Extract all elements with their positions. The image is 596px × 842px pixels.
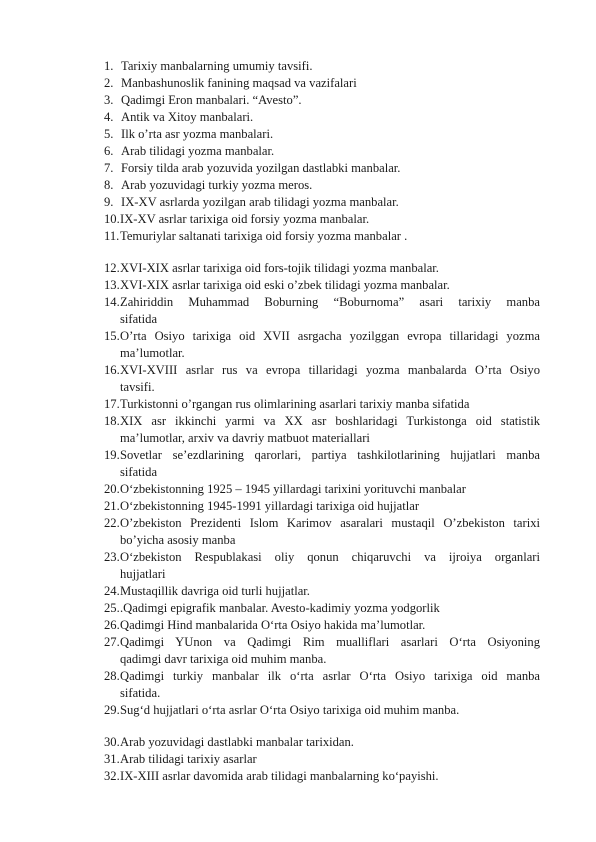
list-item-line: XIX asr ikkinchi yarmi va XX asr boshlaridagi Turkistonga oid statistik (120, 414, 540, 428)
list-item (104, 481, 540, 498)
list-item-number: 30. (104, 735, 120, 749)
list-item-text: Manbashunoslik fanining maqsad va vazifalari (121, 76, 357, 90)
list-item-number: 32. (104, 769, 120, 783)
list-item-number: 5. (104, 127, 114, 141)
list-item-line: bo’yicha asosiy manba (120, 533, 236, 547)
list-item (104, 498, 540, 515)
list-item-number: 18. (104, 414, 120, 428)
list-item-text (120, 668, 540, 702)
list-item-number: 2. (104, 76, 114, 90)
list-item (104, 328, 540, 362)
list-item-text: Tarixiy manbalarning umumiy tavsifi. (121, 59, 313, 73)
list-item-text: Qadimgi Eron manbalari. “Avesto”. (121, 93, 302, 107)
list-item (104, 702, 540, 719)
list-item-number: 10. (104, 212, 120, 226)
list-item (104, 583, 540, 600)
list-item (104, 109, 540, 126)
list-item (104, 143, 540, 160)
list-item-number: 1. (104, 59, 114, 73)
list-item-number: 14. (104, 295, 120, 309)
list-item-number: 12. (104, 261, 120, 275)
list-item-number: 23. (104, 550, 120, 564)
list-item-line: tavsifi. (120, 380, 155, 394)
list-item-text: Antik va Xitoy manbalari. (121, 110, 254, 124)
list-item (104, 447, 540, 481)
list-item-line: O‘zbekiston Respublakasi oliy qonun chiqaruvchi va ijroiya organlari (120, 550, 540, 564)
list-item-text (120, 413, 540, 447)
list-item-number: 9. (104, 195, 114, 209)
list-item-text: Turkistonni o’rgangan rus olimlarining asarlari tarixiy manba sifatida (120, 397, 470, 411)
list-item-line: XVI-XVIII asrlar rus va evropa tillaridagi yozma manbalarda O’rta Osiyo (120, 363, 540, 377)
list-item-number: 22. (104, 516, 120, 530)
list-item (104, 211, 540, 228)
list-item (104, 58, 540, 75)
list-item-number: 6. (104, 144, 114, 158)
list-item-line: Qadimgi turkiy manbalar ilk o‘rta asrlar O‘rta Osiyo tarixiga oid manba (120, 669, 540, 683)
list-item-line: Zahiriddin Muhammad Boburning “Boburnoma” asari tarixiy manba (120, 295, 540, 309)
list-item-text (120, 515, 540, 549)
list-item-text: Temuriylar saltanati tarixiga oid forsiy yozma manbalar . (120, 229, 408, 243)
list-item-line: hujjatlari (120, 567, 166, 581)
list-item-text: .Qadimgi epigrafik manbalar. Avesto-kadimiy yozma yodgorlik (120, 601, 440, 615)
list-item (104, 294, 540, 328)
list-item-number: 17. (104, 397, 120, 411)
list-item-line: qadimgi davr tarixiga oid muhim manba. (120, 652, 327, 666)
list-item-text: Arab yozuvidagi turkiy yozma meros. (121, 178, 313, 192)
list-item-line: O’rta Osiyo tarixiga oid XVII asrgacha yozilggan evropa tillaridagi yozma (120, 329, 540, 343)
list-item-text (120, 328, 540, 362)
list-item-line: Sovetlar se’ezdlarining qarorlari, partiya tashkilotlarining hujjatlari manba (120, 448, 540, 462)
list-item (104, 126, 540, 143)
list-item-number: 25. (104, 601, 120, 615)
list-item (104, 549, 540, 583)
list-item-number: 7. (104, 161, 114, 175)
list-item-number: 16. (104, 363, 120, 377)
list-item-number: 31. (104, 752, 120, 766)
list-item-line: Qadimgi YUnon va Qadimgi Rim mualliflari asarlari O‘rta Osiyoning (120, 635, 540, 649)
list-item-number: 4. (104, 110, 114, 124)
list-item (104, 515, 540, 549)
list-item-number: 8. (104, 178, 114, 192)
list-item-text: IX-XV asrlar tarixiga oid forsiy yozma manbalar. (120, 212, 370, 226)
list-item-text (120, 447, 540, 481)
list-item (104, 634, 540, 668)
list-item-line: O’zbekiston Prezidenti Islom Karimov asaralari mustaqil O’zbekiston tarixi (120, 516, 540, 530)
list-item-text: IX-XV asrlarda yozilgan arab tilidagi yozma manbalar. (121, 195, 399, 209)
list-item-text (120, 549, 540, 583)
list-item (104, 668, 540, 702)
list-item (104, 277, 540, 294)
list-item (104, 160, 540, 177)
list-item (104, 768, 540, 785)
list-item (104, 92, 540, 109)
list-item (104, 228, 540, 245)
list-item-line: sifatida (120, 312, 158, 326)
list-item (104, 260, 540, 277)
list-item-text: XVI-XIX asrlar tarixiga oid fors-tojik tilidagi yozma manbalar. (120, 261, 439, 275)
list-item (104, 362, 540, 396)
list-item (104, 194, 540, 211)
list-item-line: ma’lumotlar. (120, 346, 185, 360)
list-item-text: IX-XIII asrlar davomida arab tilidagi manbalarning ko‘payishi. (120, 769, 439, 783)
list-item-number: 19. (104, 448, 120, 462)
list-item (104, 396, 540, 413)
list-item (104, 75, 540, 92)
list-item (104, 751, 540, 768)
list-item-number: 3. (104, 93, 114, 107)
list-item-text: Ilk o’rta asr yozma manbalari. (121, 127, 274, 141)
list-item-number: 21. (104, 499, 120, 513)
list-item (104, 734, 540, 751)
list-item-text (120, 362, 540, 396)
list-item-number: 15. (104, 329, 120, 343)
list-item (104, 617, 540, 634)
list-item (104, 600, 540, 617)
list-item-number: 28. (104, 669, 120, 683)
list-item-text: Arab tilidagi yozma manbalar. (121, 144, 275, 158)
list-item-number: 26. (104, 618, 120, 632)
list-item-text (120, 294, 540, 328)
list-item-text: Forsiy tilda arab yozuvida yozilgan dastlabki manbalar. (121, 161, 401, 175)
list-item-text: Arab tilidagi tarixiy asarlar (120, 752, 257, 766)
list-item-number: 29. (104, 703, 120, 717)
list-item (104, 413, 540, 447)
list-item-number: 24. (104, 584, 120, 598)
list-item-number: 20. (104, 482, 120, 496)
list-item-line: sifatida. (120, 686, 161, 700)
list-item-number: 27. (104, 635, 120, 649)
list-item-text: XVI-XIX asrlar tarixiga oid eski o’zbek tilidagi yozma manbalar. (120, 278, 450, 292)
list-item-line: ma’lumotlar, arxiv va davriy matbuot materiallari (120, 431, 370, 445)
list-item-text (120, 634, 540, 668)
list-item-text: Arab yozuvidagi dastlabki manbalar tarixidan. (120, 735, 354, 749)
list-item-text: Sug‘d hujjatlari o‘rta asrlar O‘rta Osiyo tarixiga oid muhim manba. (120, 703, 460, 717)
list-item-line: sifatida (120, 465, 158, 479)
list-item-number: 11. (104, 229, 120, 243)
list-item-text: Qadimgi Hind manbalarida O‘rta Osiyo hakida ma’lumotlar. (120, 618, 426, 632)
list-item-text: Mustaqillik davriga oid turli hujjatlar. (120, 584, 310, 598)
list-item-number: 13. (104, 278, 120, 292)
list-item-text: O‘zbekistonning 1945-1991 yillardagi tarixiga oid hujjatlar (120, 499, 420, 513)
list-item (104, 177, 540, 194)
list-item-text: O‘zbekistonning 1925 – 1945 yillardagi tarixini yorituvchi manbalar (120, 482, 466, 496)
